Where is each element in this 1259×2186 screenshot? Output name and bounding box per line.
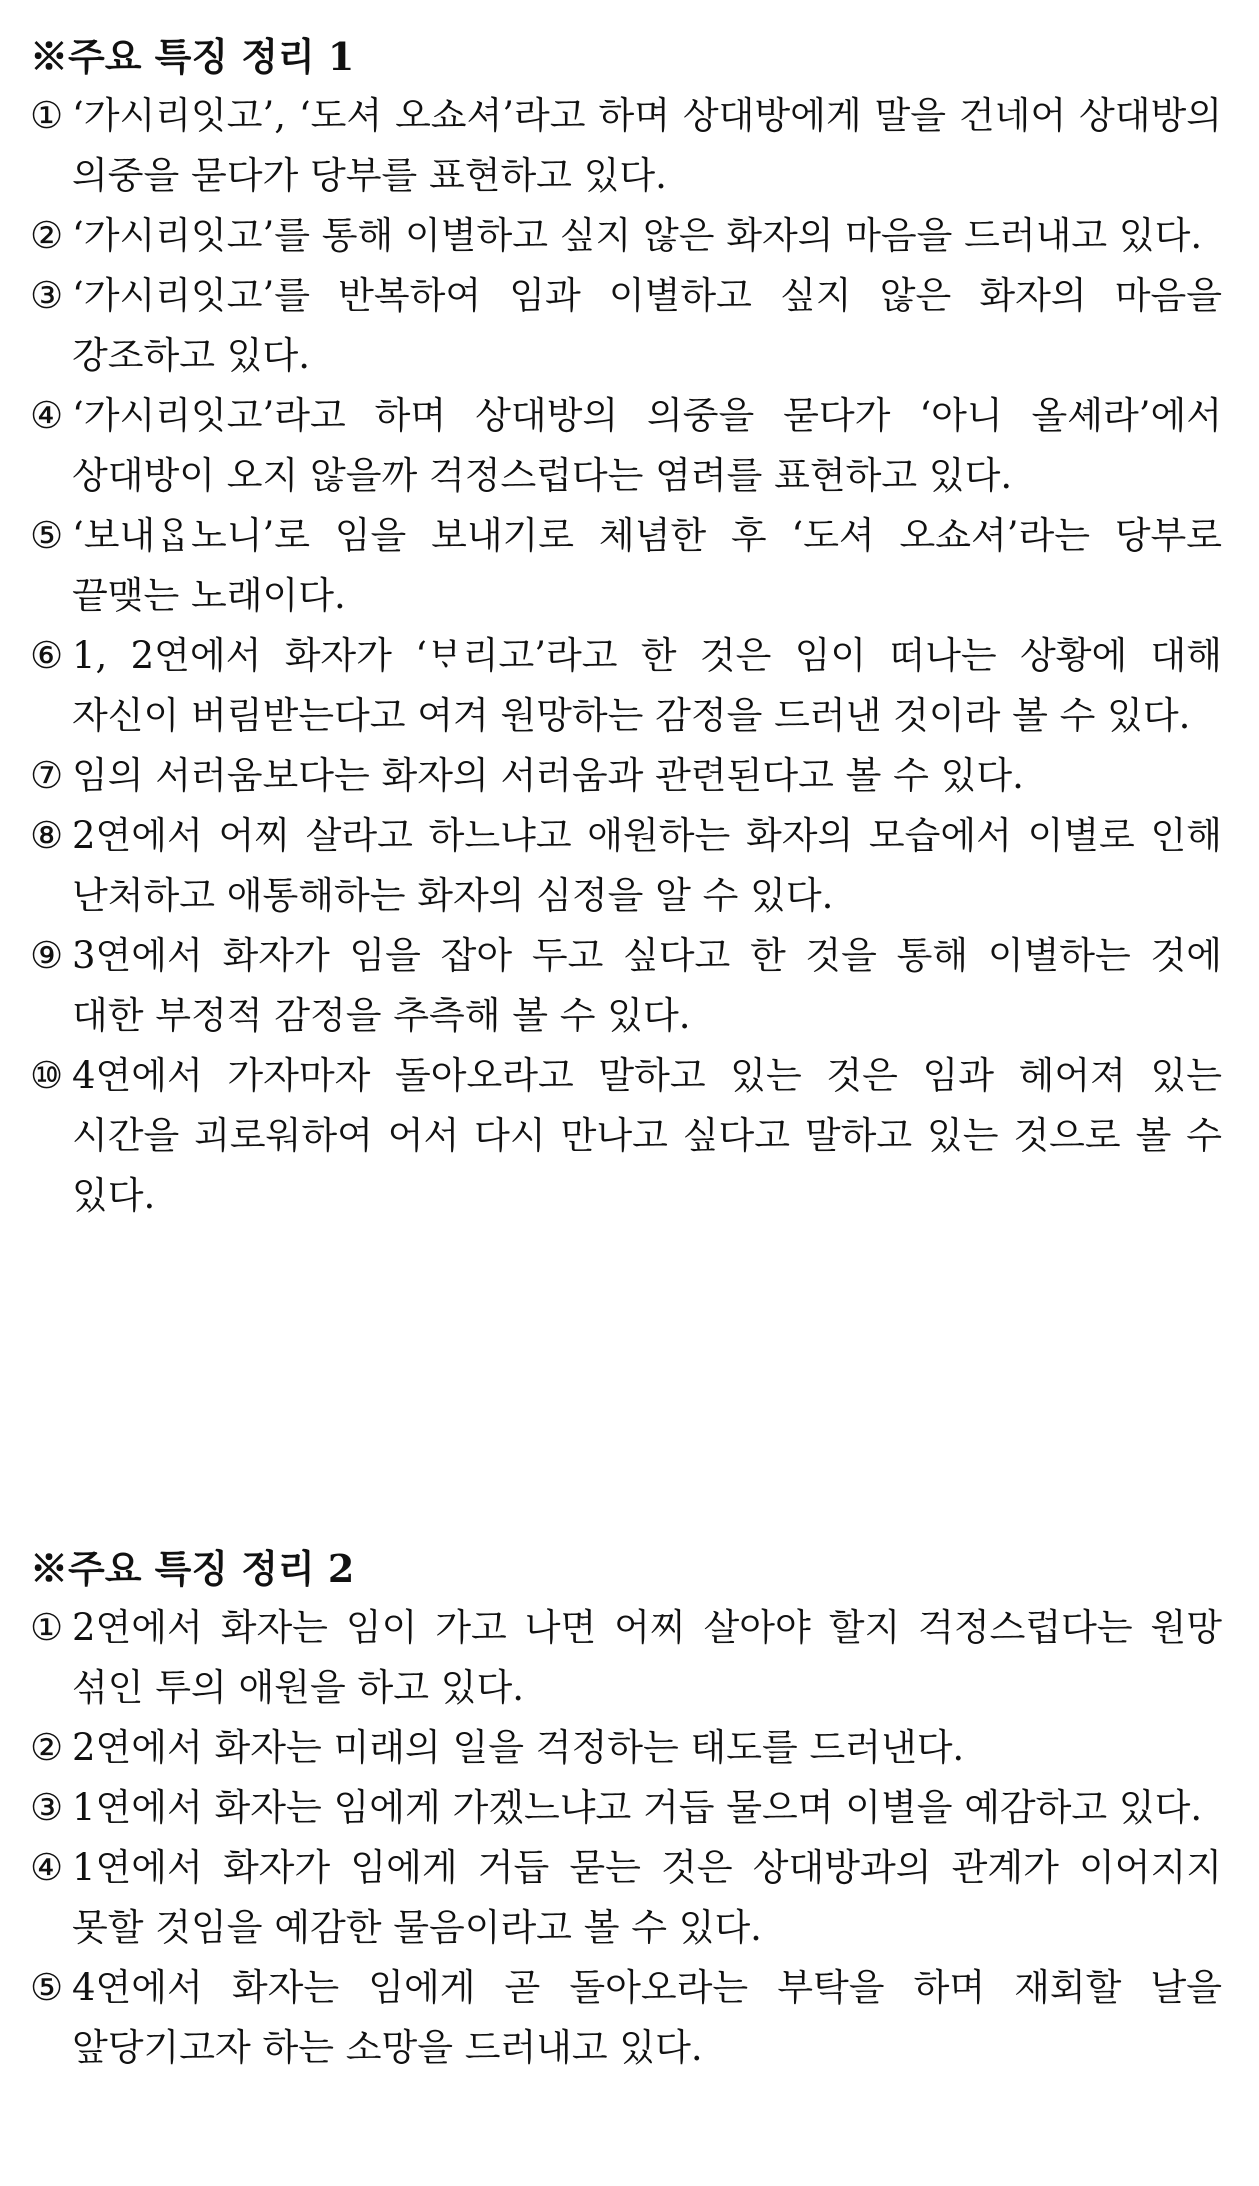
item-text: ‘가시리잇고’를 통해 이별하고 싶지 않은 화자의 마음을 드러내고 있다. [72,214,1203,257]
list-item [30,266,1230,386]
item-text: ‘가시리잇고’라고 하며 상대방의 의중을 묻다가 ‘아니 올셰라’에서 상대방이 오지 않을까 걱정스럽다는 염려를 표현하고 있다. [72,394,1222,497]
item-number: ⑤ [30,1966,64,2009]
section-key-features-2 [30,1540,1230,2078]
list-item [30,206,1230,266]
list-item [30,1958,1230,2078]
list-item [30,506,1230,626]
list-item [30,1778,1230,1838]
list-item [30,386,1230,506]
item-number: ④ [30,394,64,437]
item-number: ⑩ [30,1054,64,1097]
list-item [30,926,1230,1046]
item-number: ③ [30,1786,64,1829]
list-item [30,1598,1230,1718]
item-text: 1, 2연에서 화자가 ‘ᄇᆞ리고’라고 한 것은 임이 떠나는 상황에 대해 자신이 버림받는다고 여겨 원망하는 감정을 드러낸 것이라 볼 수 있다. [72,634,1222,737]
item-text: 임의 서러움보다는 화자의 서러움과 관련된다고 볼 수 있다. [72,754,1024,797]
item-number: ⑧ [30,814,64,857]
section-heading: ※주요 특징 정리 2 [30,1546,355,1591]
list-item [30,1718,1230,1778]
section-key-features-1 [30,28,1230,1226]
item-number: ① [30,94,64,137]
list-item [30,806,1230,926]
item-text: 2연에서 화자는 임이 가고 나면 어찌 살아야 할지 걱정스럽다는 원망 섞인 투의 애원을 하고 있다. [72,1606,1222,1709]
item-number: ② [30,214,64,257]
item-number: ⑤ [30,514,64,557]
list-item [30,626,1230,746]
list-item [30,1046,1230,1226]
item-text: 2연에서 어찌 살라고 하느냐고 애원하는 화자의 모습에서 이별로 인해 난처하고 애통해하는 화자의 심정을 알 수 있다. [72,814,1222,917]
list-item [30,1838,1230,1958]
item-text: 4연에서 가자마자 돌아오라고 말하고 있는 것은 임과 헤어져 있는 시간을 괴로워하여 어서 다시 만나고 싶다고 말하고 있는 것으로 볼 수 있다. [72,1054,1222,1217]
item-text: 4연에서 화자는 임에게 곧 돌아오라는 부탁을 하며 재회할 날을 앞당기고자 하는 소망을 드러내고 있다. [72,1966,1222,2069]
item-number: ③ [30,274,64,317]
item-number: ④ [30,1846,64,1889]
item-number: ⑨ [30,934,64,977]
item-text: 1연에서 화자가 임에게 거듭 묻는 것은 상대방과의 관계가 이어지지 못할 것임을 예감한 물음이라고 볼 수 있다. [72,1846,1222,1949]
list-item [30,746,1230,806]
item-text: 3연에서 화자가 임을 잡아 두고 싶다고 한 것을 통해 이별하는 것에 대한 부정적 감정을 추측해 볼 수 있다. [72,934,1222,1037]
item-number: ② [30,1726,64,1769]
item-number: ① [30,1606,64,1649]
item-number: ⑥ [30,634,64,677]
item-number: ⑦ [30,754,64,797]
item-text: ‘가시리잇고’, ‘도셔 오쇼셔’라고 하며 상대방에게 말을 건네어 상대방의 의중을 묻다가 당부를 표현하고 있다. [72,94,1222,197]
list-item [30,86,1230,206]
item-text: 1연에서 화자는 임에게 가겠느냐고 거듭 물으며 이별을 예감하고 있다. [72,1786,1203,1829]
item-text: ‘가시리잇고’를 반복하여 임과 이별하고 싶지 않은 화자의 마음을 강조하고 있다. [72,274,1222,377]
item-text: ‘보내ᄋᆞᆸ노니’로 임을 보내기로 체념한 후 ‘도셔 오쇼셔’라는 당부로 끝맺는 노래이다. [72,514,1222,617]
section-heading: ※주요 특징 정리 1 [30,34,355,79]
item-text: 2연에서 화자는 미래의 일을 걱정하는 태도를 드러낸다. [72,1726,965,1769]
